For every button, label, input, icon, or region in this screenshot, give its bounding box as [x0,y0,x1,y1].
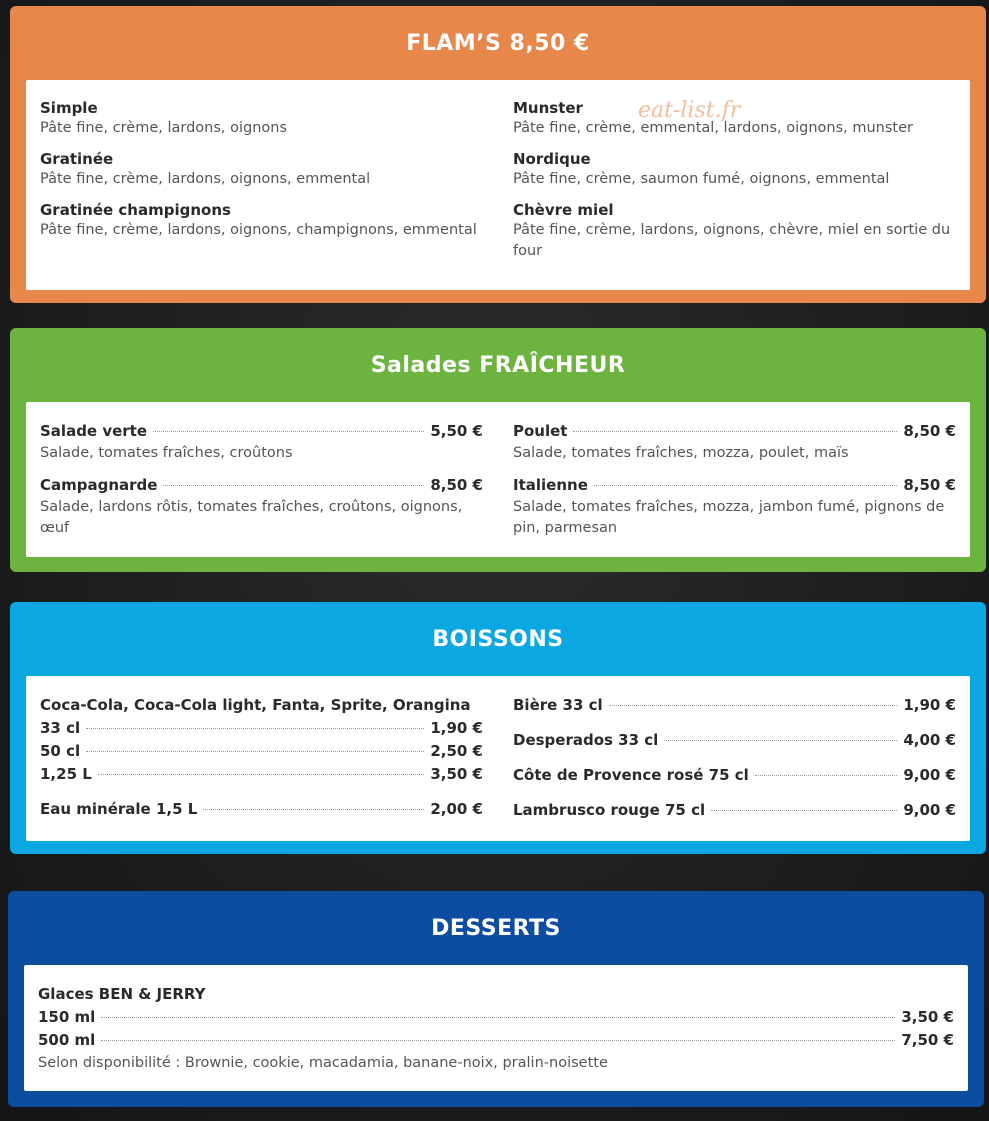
item-name: Bière 33 cl [513,696,603,714]
boissons-card [26,676,970,841]
dot-leader [86,728,424,729]
item-desc: Pâte fine, crème, lardons, oignons [40,120,288,136]
salades-left-column [40,420,483,545]
item-name: Munster [513,99,583,117]
item-price: 1,90 € [903,696,956,714]
item-name: Gratinée [40,150,114,168]
item-name: Italienne [513,476,588,494]
item-desc: Salade, tomates fraîches, mozza, jambon fumé, pignons de pin, parmesan [513,499,945,536]
item-desc: Pâte fine, crème, lardons, oignons, chèvre, miel en sortie du four [513,222,951,259]
desserts-section [8,891,984,1107]
price-row [40,740,483,763]
dot-leader [755,775,898,776]
item-price: 9,00 € [903,801,956,819]
menu-item [513,420,956,464]
item-name: 1,25 L [40,765,92,783]
item-price: 7,50 € [901,1031,954,1049]
menu-item [40,420,483,464]
item-price: 9,00 € [903,766,956,784]
item-desc: Pâte fine, crème, lardons, oignons, emmental [40,171,371,187]
item-name: Desperados 33 cl [513,731,659,749]
item-name: Chèvre miel [513,201,614,219]
boissons-right-column [513,694,956,829]
flams-left-column [40,98,483,278]
desserts-card [24,965,968,1091]
price-row [40,763,483,786]
flams-right-column [513,98,956,278]
item-desc: Salade, tomates fraîches, mozza, poulet, maïs [513,445,849,461]
price-row [513,694,956,717]
item-price: 2,00 € [430,800,483,818]
dot-leader [98,774,425,775]
availability-note: Selon disponibilité : Brownie, cookie, macadamia, banane-noix, pralin-noisette [38,1055,608,1071]
menu-item [513,149,956,190]
price-row [513,729,956,752]
menu-item [40,200,483,241]
salades-right-column [513,420,956,545]
boissons-section [10,602,986,854]
menu-item [40,149,483,190]
item-price: 2,50 € [430,742,483,760]
menu-item [40,474,483,539]
flams-title: FLAM’S 8,50 € [406,30,590,56]
menu-item [513,474,956,539]
dot-leader [609,705,898,706]
item-desc: Pâte fine, crème, emmental, lardons, oignons, munster [513,120,913,136]
spacer [513,752,956,764]
item-price: 4,00 € [903,731,956,749]
ice-cream-header: Glaces BEN & JERRY [38,985,206,1003]
flams-section [10,6,986,303]
item-desc: Salade, tomates fraîches, croûtons [40,445,293,461]
dot-leader [101,1040,895,1041]
price-row [40,798,483,821]
item-desc: Salade, lardons rôtis, tomates fraîches, croûtons, oignons, œuf [40,499,463,536]
item-price: 8,50 € [430,476,483,494]
item-row [40,474,483,497]
dot-leader [573,431,897,432]
salades-title: Salades FRAÎCHEUR [370,352,626,378]
desserts-title: DESSERTS [431,915,561,941]
spacer [40,786,483,798]
item-price: 8,50 € [903,422,956,440]
dot-leader [711,810,897,811]
menu-item [513,98,956,139]
dot-leader [163,485,424,486]
item-name: Eau minérale 1,5 L [40,800,198,818]
flams-card [26,80,970,290]
item-desc: Pâte fine, crème, saumon fumé, oignons, emmental [513,171,890,187]
item-desc: Pâte fine, crème, lardons, oignons, champignons, emmental [40,222,477,238]
menu-item [513,200,956,262]
item-name: 150 ml [38,1008,96,1026]
boissons-left-column [40,694,483,829]
item-name: Poulet [513,422,568,440]
price-row [38,1029,954,1052]
item-price: 1,90 € [430,719,483,737]
dot-leader [594,485,897,486]
price-row [513,764,956,787]
salades-section [10,328,986,572]
spacer [513,787,956,799]
price-row [38,1006,954,1029]
price-row [40,717,483,740]
item-row [513,420,956,443]
item-name: 50 cl [40,742,81,760]
dot-leader [203,809,424,810]
boissons-title: BOISSONS [432,626,564,652]
menu-item [40,98,483,139]
item-row [40,420,483,443]
dot-leader [153,431,424,432]
item-name: 500 ml [38,1031,96,1049]
item-name: Gratinée champignons [40,201,231,219]
dot-leader [101,1017,895,1018]
item-name: Salade verte [40,422,148,440]
item-name: Côte de Provence rosé 75 cl [513,766,749,784]
price-row [513,799,956,822]
item-name: Campagnarde [40,476,158,494]
item-price: 3,50 € [901,1008,954,1026]
dot-leader [86,751,424,752]
watermark-logo: eat-list.fr [638,98,741,123]
item-name: Simple [40,99,98,117]
soft-drinks-header: Coca-Cola, Coca-Cola light, Fanta, Sprite, Orangina [40,696,471,714]
item-name: 33 cl [40,719,81,737]
spacer [513,717,956,729]
item-name: Lambrusco rouge 75 cl [513,801,706,819]
item-price: 8,50 € [903,476,956,494]
item-name: Nordique [513,150,591,168]
salades-card [26,402,970,557]
dot-leader [664,740,897,741]
item-row [513,474,956,497]
item-price: 5,50 € [430,422,483,440]
item-price: 3,50 € [430,765,483,783]
